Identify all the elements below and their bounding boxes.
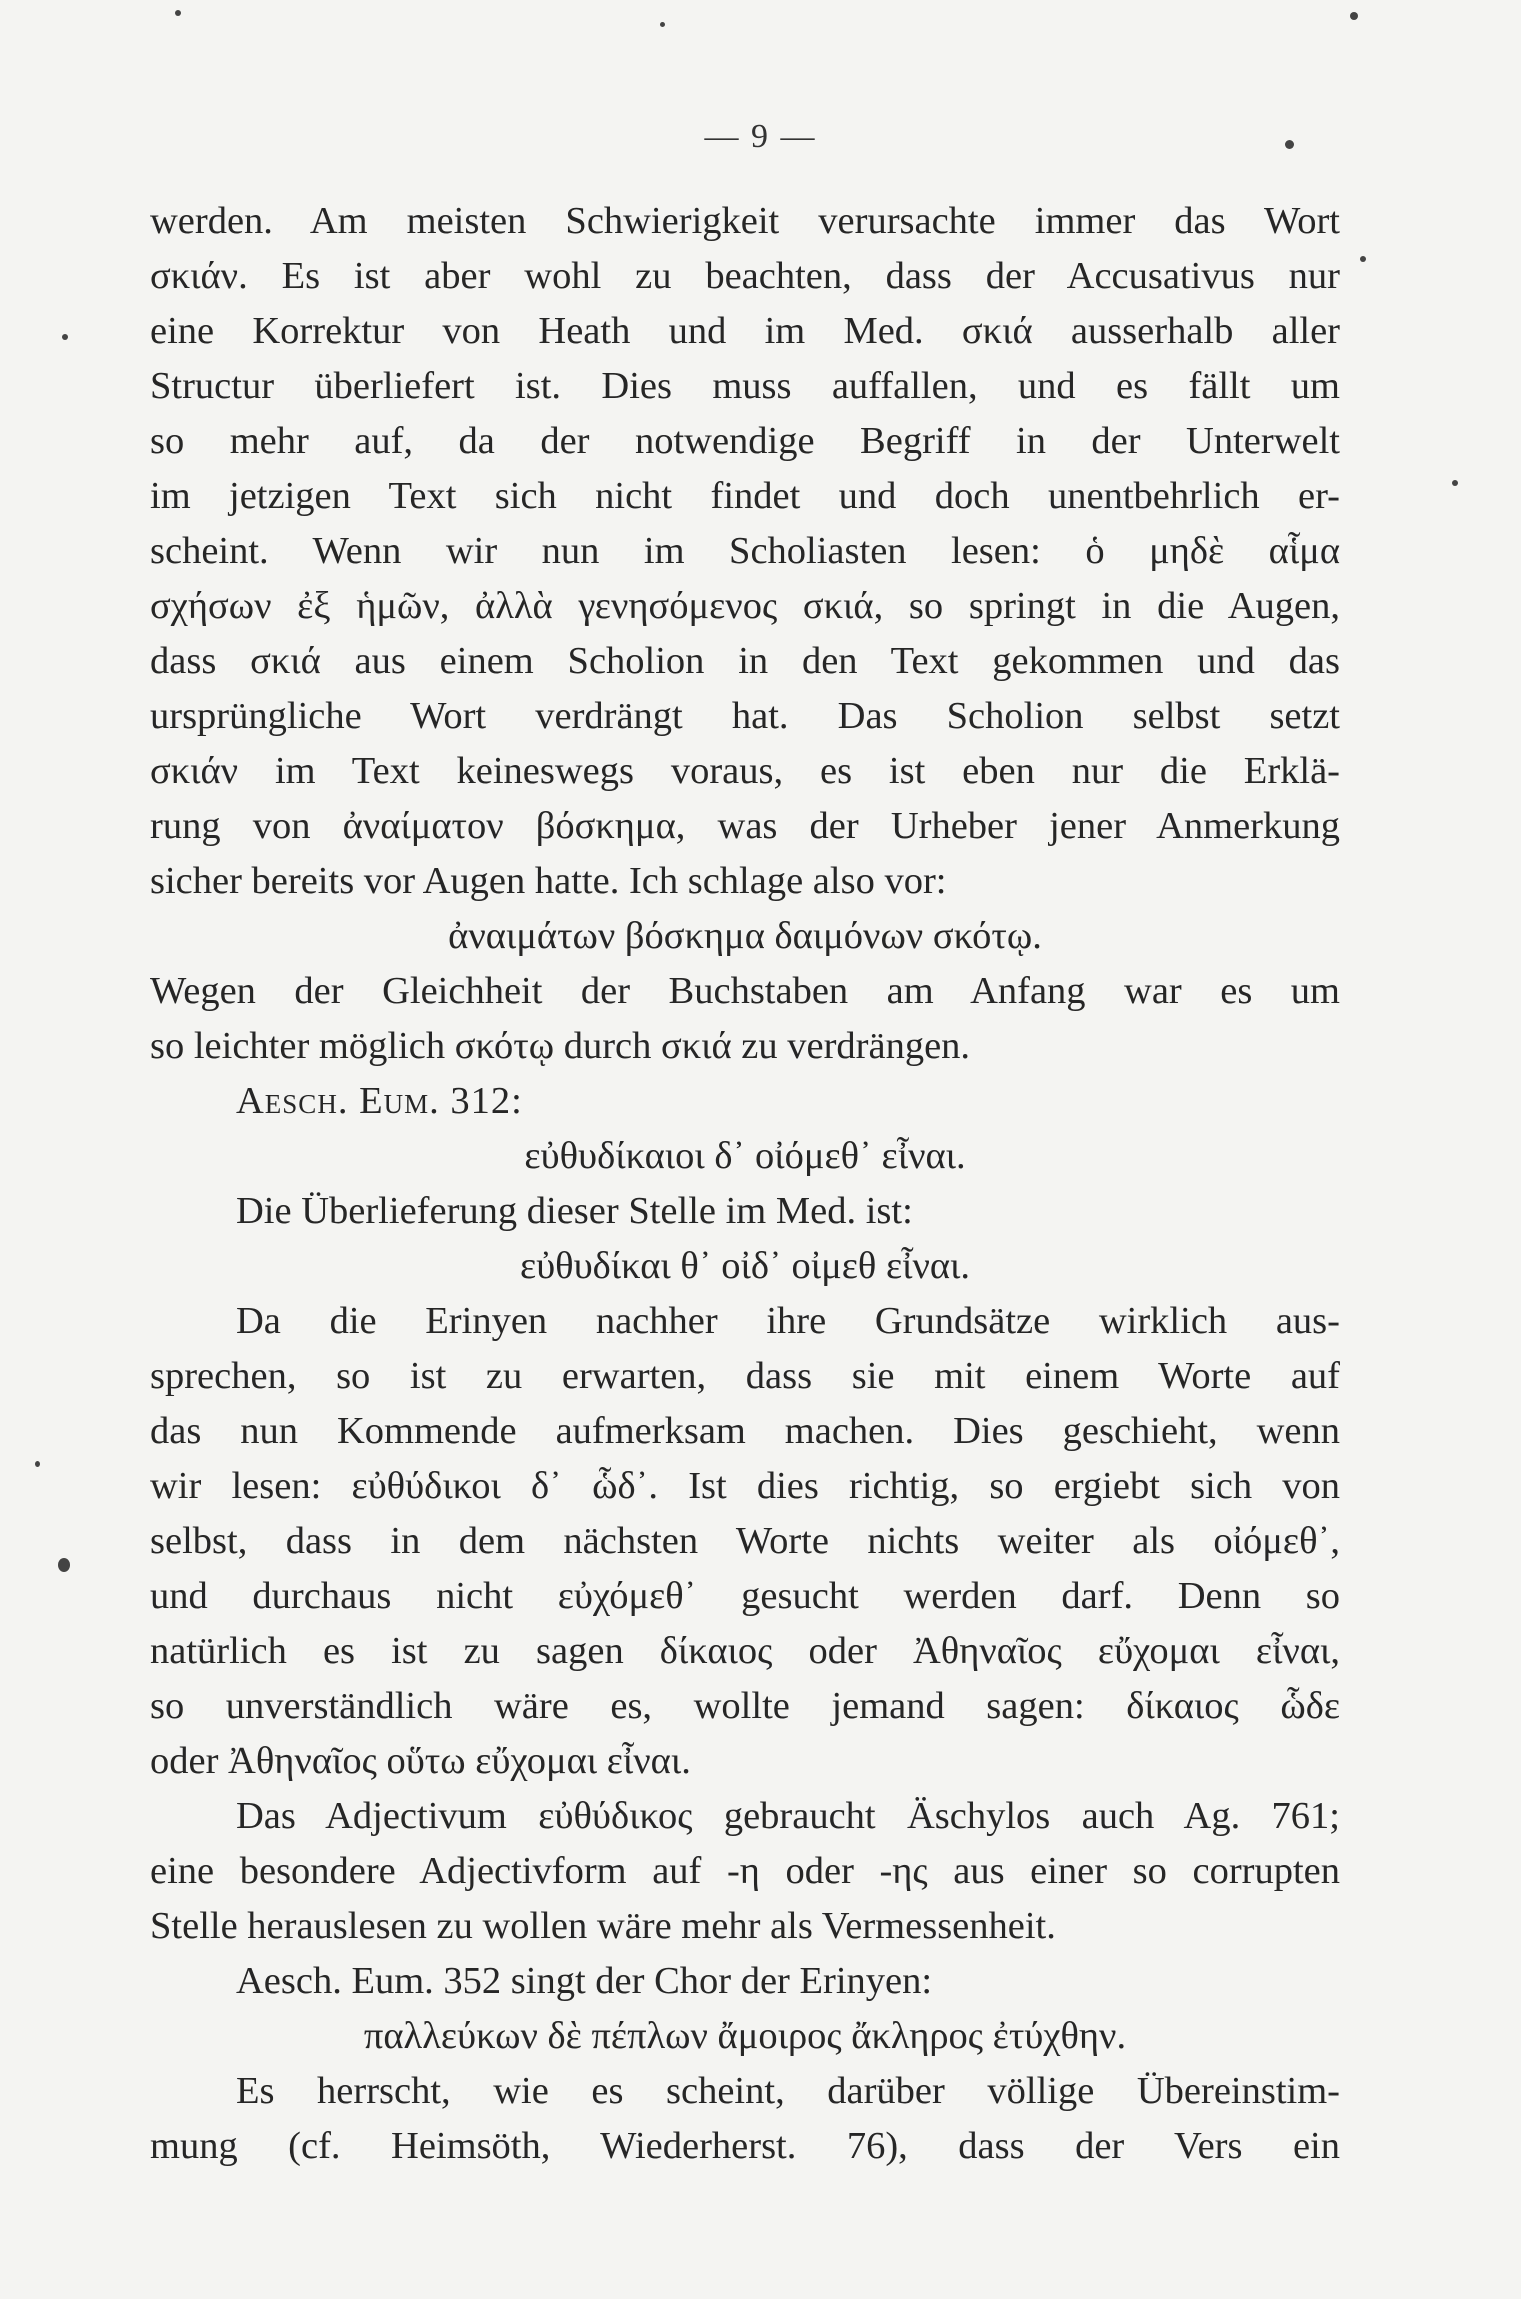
text-line: scheint. Wenn wir nun im Scholiasten lesen: ὁ μηδὲ αἷμα [150, 530, 1340, 572]
text-line: σκιάν. Es ist aber wohl zu beachten, dass der Accusativus nur [150, 255, 1340, 297]
text-line: Da die Erinyen nachher ihre Grundsätze wirklich aus- [236, 1300, 1340, 1342]
text-line: selbst, dass in dem nächsten Worte nichts weiter als οἰόμεθ᾽, [150, 1520, 1340, 1562]
text-line: natürlich es ist zu sagen δίκαιος oder Ἀθηναῖος εὔχομαι εἶναι, [150, 1630, 1340, 1672]
text-line: Das Adjectivum εὐθύδικος gebraucht Äschylos auch Ag. 761; [236, 1795, 1340, 1837]
text-line: Structur überliefert ist. Dies muss auffallen, und es fällt um [150, 365, 1340, 407]
text-line: eine besondere Adjectivform auf -η oder -ης aus einer so corrupten [150, 1850, 1340, 1892]
text-line: Es herrscht, wie es scheint, darüber völlige Übereinstim- [236, 2070, 1340, 2112]
greek-verse: παλλεύκων δὲ πέπλων ἄμοιρος ἄκληρος ἐτύχθην. [363, 2015, 1127, 2057]
text-line: oder Ἀθηναῖος οὕτω εὔχομαι εἶναι. [150, 1740, 691, 1782]
text-line: wir lesen: εὐθύδικοι δ᾽ ὧδ᾽. Ist dies richtig, so ergiebt sich von [150, 1465, 1340, 1507]
text-line: mung (cf. Heimsöth, Wiederherst. 76), dass der Vers ein [150, 2125, 1340, 2167]
text-line: so unverständlich wäre es, wollte jemand sagen: δίκαιος ὧδε [150, 1685, 1340, 1727]
text-line: das nun Kommende aufmerksam machen. Dies geschieht, wenn [150, 1410, 1340, 1452]
scan-speck [35, 1461, 40, 1467]
greek-verse: εὐθυδίκαι θ᾽ οἰδ᾽ οἰμεθ εἶναι. [519, 1245, 971, 1287]
text-line: so leichter möglich σκότῳ durch σκιά zu verdrängen. [150, 1025, 971, 1067]
scan-speck [1452, 480, 1458, 486]
scan-speck [58, 1558, 70, 1572]
text-line: sprechen, so ist zu erwarten, dass sie mit einem Worte auf [150, 1355, 1340, 1397]
text-line: Die Überlieferung dieser Stelle im Med. ist: [236, 1190, 913, 1232]
scan-speck [1360, 256, 1366, 262]
text-line: σχήσων ἐξ ἡμῶν, ἀλλὰ γενησόμενος σκιά, so springt in die Augen, [150, 585, 1340, 627]
scan-speck [660, 22, 665, 27]
text-line: und durchaus nicht εὐχόμεθ᾽ gesucht werden darf. Denn so [150, 1575, 1340, 1617]
scan-speck [62, 334, 68, 340]
scan-speck [175, 10, 181, 16]
greek-verse: εὐθυδίκαιοι δ᾽ οἰόμεθ᾽ εἶναι. [524, 1135, 966, 1177]
page-number: — 9 — [704, 118, 817, 155]
scan-speck [1350, 12, 1358, 20]
text-line: ursprüngliche Wort verdrängt hat. Das Scholion selbst setzt [150, 695, 1340, 737]
text-line: werden. Am meisten Schwierigkeit verursachte immer das Wort [150, 200, 1340, 242]
text-line: dass σκιά aus einem Scholion in den Text gekommen und das [150, 640, 1340, 682]
citation-heading: Aesch. Eum. 352 singt der Chor der Erinyen: [236, 1960, 933, 2002]
text-line: so mehr auf, da der notwendige Begriff in der Unterwelt [150, 420, 1340, 462]
text-line: Stelle herauslesen zu wollen wäre mehr als Vermessenheit. [150, 1905, 1056, 1947]
text-line: eine Korrektur von Heath und im Med. σκιά ausserhalb aller [150, 310, 1340, 352]
text-line: im jetzigen Text sich nicht findet und doch unentbehrlich er- [150, 475, 1340, 517]
greek-verse: ἀναιμάτων βόσκημα δαιμόνων σκότῳ. [448, 915, 1042, 957]
text-line: sicher bereits vor Augen hatte. Ich schlage also vor: [150, 860, 947, 902]
text-line: rung von ἀναίματον βόσκημα, was der Urheber jener Anmerkung [150, 805, 1340, 847]
text-line: σκιάν im Text keineswegs voraus, es ist eben nur die Erklä- [150, 750, 1340, 792]
citation-heading: Aesch. Eum. 312: [236, 1080, 523, 1122]
text-line: Wegen der Gleichheit der Buchstaben am Anfang war es um [150, 970, 1340, 1012]
